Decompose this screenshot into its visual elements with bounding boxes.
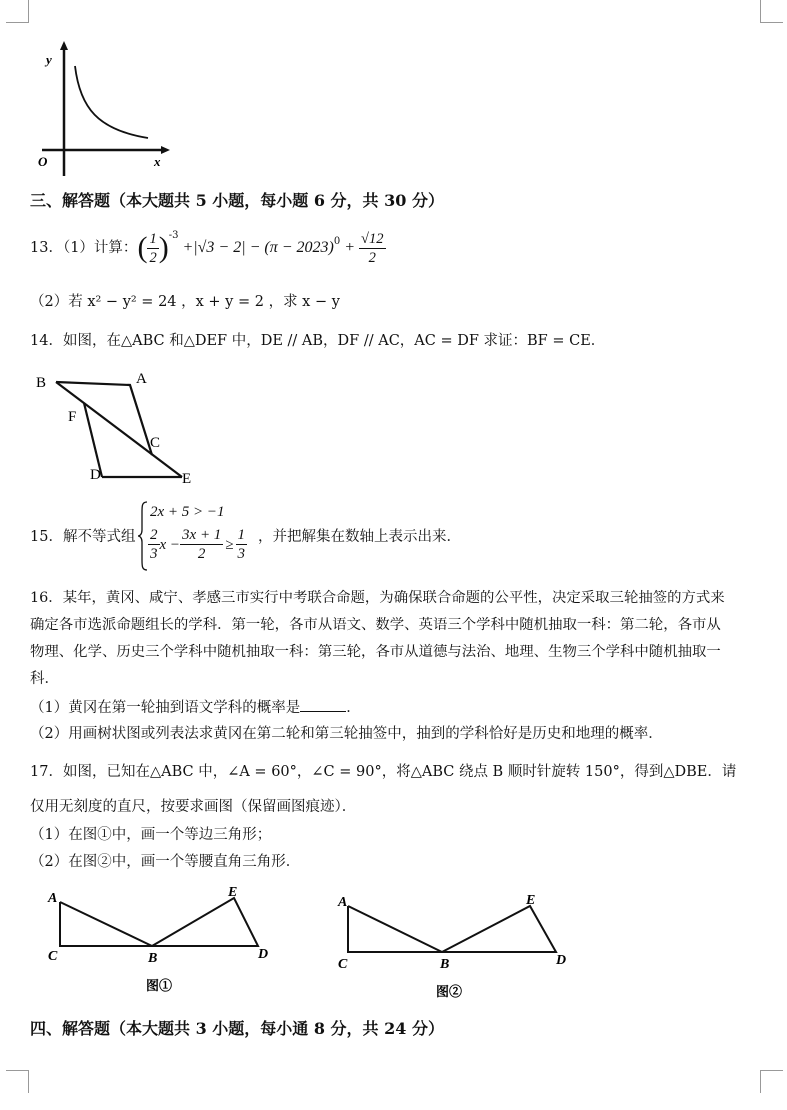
fig2-caption: 图② <box>436 984 463 999</box>
fig1-caption: 图① <box>146 978 173 993</box>
corner-mark-bottom-left <box>6 1070 29 1093</box>
q17-line-2: 仅用无刻度的直尺，按要求画图（保留画图痕迹）． <box>30 799 357 815</box>
y-axis-label: y <box>46 52 52 67</box>
q16-part1: （1）黄冈在第一轮抽到语文学科的概率是 ． <box>30 697 361 718</box>
fig1-label-a: A <box>48 891 58 906</box>
corner-mark-bottom-right <box>760 1070 783 1093</box>
q17-figure-2 <box>330 880 580 1005</box>
q14-text: 14．如图，在△ABC 和△DEF 中，DE // AB，DF // AC，AC = DF 求证：BF = CE． <box>30 333 606 349</box>
fig1-label-e: E <box>228 885 238 900</box>
q15-prefix: 15．解不等式组 <box>30 529 136 545</box>
q13-part1 <box>30 224 386 272</box>
q14-label-e: E <box>182 471 192 487</box>
q13-middle-expr: +|√3 − 2| − (π − 2023) <box>182 239 334 256</box>
q16-line-2: 确定各市选派命题组长的学科．第一轮，各市从语文、数学、英语三个学科中随机抽取一科：第二轮，各市从 <box>30 617 721 633</box>
q13-fraction: $\frac{1}{2}$ <box>149 230 157 266</box>
q14-label-c: C <box>150 435 161 451</box>
q13-exponent: -3 <box>168 230 179 241</box>
fig2-label-b: B <box>440 957 450 972</box>
fig2-label-a: A <box>338 895 348 910</box>
q15-suffix: ，并把解集在数轴上表示出来． <box>258 529 461 545</box>
q13-paren-open: ( <box>137 231 148 264</box>
q13-sqrt-fraction: $\frac{√12}{2}$ <box>361 230 384 266</box>
q13-exponent-zero: 0 <box>333 236 341 247</box>
fig1-label-d: D <box>258 947 269 962</box>
q14-figure <box>30 365 210 490</box>
q15-x-minus: x − <box>159 536 181 553</box>
q14-label-d: D <box>90 467 101 483</box>
inverse-function-graph <box>28 38 178 178</box>
origin-label: O <box>38 154 48 169</box>
fig2-label-e: E <box>526 893 536 908</box>
q14-label-a: A <box>136 371 147 387</box>
q15-frac-a: $\frac{2}{3}$ <box>150 527 158 562</box>
q13-part2: （2）若 x² − y² = 24 ，x + y = 2 ，求 x − y <box>30 294 340 310</box>
q17-part2: （2）在图②中，画一个等腰直角三角形． <box>30 854 301 870</box>
section-3-title: 三、解答题（本大题共 5 小题，每小题 6 分，共 30 分） <box>30 191 444 210</box>
fig2-label-d: D <box>556 953 567 968</box>
q16-line-1: 16．某年，黄冈、咸宁、孝感三市实行中考联合命题，为确保联合命题的公平性，决定采取三轮抽签的方式来 <box>30 590 725 606</box>
corner-mark-top-right <box>760 0 783 23</box>
corner-mark-top-left <box>6 0 29 23</box>
q17-figure-1 <box>38 880 288 1000</box>
q14-label-f: F <box>68 409 77 425</box>
q13-paren-close: ) <box>158 231 169 264</box>
q16-line-3: 物理、化学、历史三个学科中随机抽取一科：第三轮，各市从道德与法治、地理、生物三个学科中随机抽取一 <box>30 644 721 660</box>
q15-frac-c: $\frac{1}{3}$ <box>237 527 246 562</box>
section-4-title: 四、解答题（本大题共 3 小题，每小通 8 分，共 24 分） <box>30 1019 444 1038</box>
q15-inequality-2 <box>148 526 247 563</box>
q17-part1: （1）在图①中，画一个等边三角形； <box>30 827 272 843</box>
q17-line-1: 17．如图，已知在△ABC 中，∠A = 60°，∠C = 90°，将△ABC 绕点 B 顺时针旋转 150°，得到△DBE．请 <box>30 764 737 780</box>
q15-ge: ≥ <box>225 536 234 553</box>
q13-prefix: 13．（1）计算： <box>30 240 138 256</box>
q14-label-b: B <box>36 375 47 391</box>
x-axis-label: x <box>154 154 161 169</box>
q15-inequality-1: 2x + 5 > −1 <box>150 504 225 520</box>
q16-answer-blank[interactable] <box>300 697 346 712</box>
q13-plus: + <box>344 239 356 256</box>
q15-frac-b: $\frac{3x + 1}{2}$ <box>182 527 222 562</box>
fig1-label-b: B <box>148 951 158 966</box>
q16-line-4: 科． <box>30 671 59 687</box>
fig1-label-c: C <box>48 949 58 964</box>
fig2-label-c: C <box>338 957 348 972</box>
q16-part2: （2）用画树状图或列表法求黄冈在第二轮和第三轮抽签中，抽到的学科恰好是历史和地理的概率． <box>30 726 663 742</box>
